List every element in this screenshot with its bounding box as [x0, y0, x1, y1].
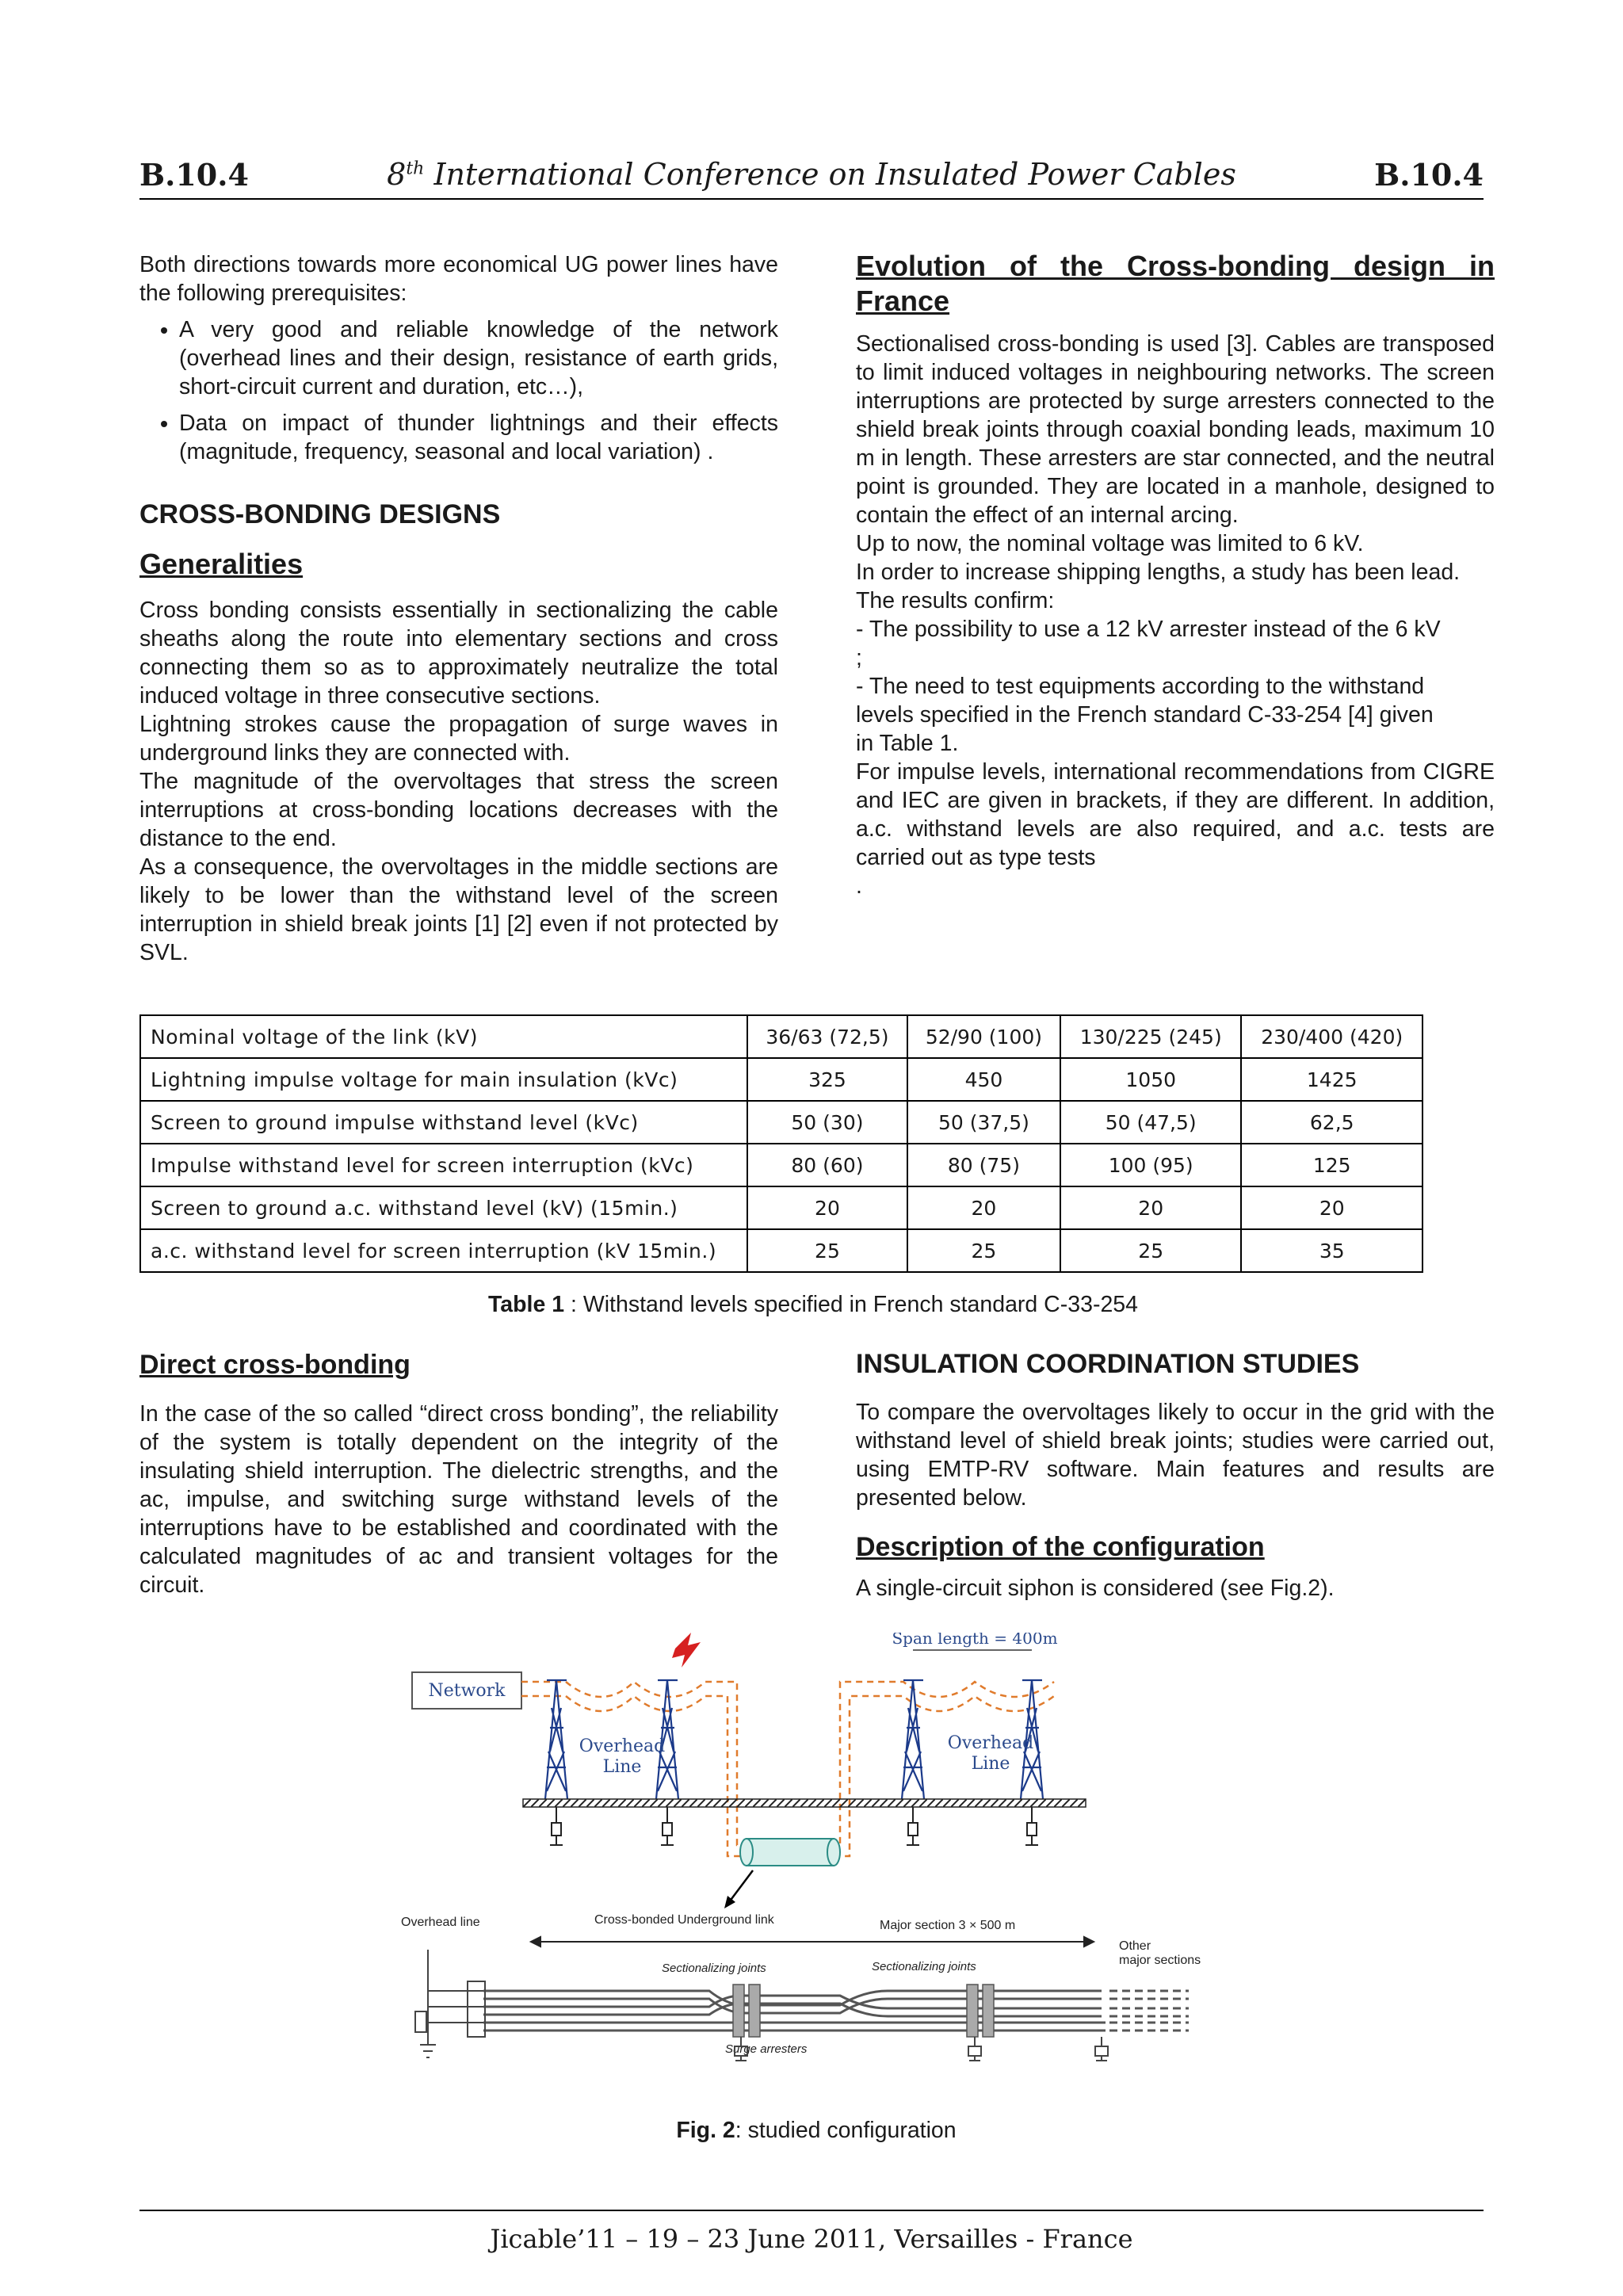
generalities-paragraph: As a consequence, the overvoltages in the middle sections are likely to be lower than the withstand level of the screen interruption in shield break joints [1] [2] even if not protected by SVL.	[139, 854, 778, 965]
evolution-line: - The possibility to use a 12 kV arrester instead of the 6 kV ;	[856, 617, 1441, 670]
network-label: Network	[428, 1681, 506, 1701]
subsection-heading-description: Description of the configuration	[856, 1532, 1265, 1562]
evolution-line: - The need to test equipments according to the withstand levels specified in the French standard C-33-254 [4] given in Table 1.	[856, 674, 1434, 756]
table-cell: 80 (75)	[907, 1144, 1060, 1186]
cable-bundle-continuation	[1109, 1991, 1189, 2030]
table-cell: 25	[747, 1229, 907, 1272]
left-terminal	[415, 1950, 485, 2057]
evolution-line: .	[856, 873, 862, 899]
table-row-label: Nominal voltage of the link (kV)	[140, 1015, 747, 1058]
table-cell: 80 (60)	[747, 1144, 907, 1186]
ground-surface	[523, 1799, 1086, 1807]
overhead-line-label-right: Overhead	[947, 1733, 1034, 1753]
cross-bonded-label: Cross-bonded Underground link	[594, 1913, 774, 1927]
major-section-label: Major section 3 × 500 m	[880, 1919, 1016, 1932]
major-section-arrow	[531, 1937, 1094, 1946]
table-row	[140, 1186, 1423, 1229]
direct-cross-bonding-paragraph: In the case of the so called “direct cross bonding”, the reliability of the system is totally dependent on the integrity of the insulating shield interruption. The dielectric strengths, and the ac, impulse, and switching surge withstand levels of the interruptions have to be established and coordinated with the calculated magnitudes of ac and transient voltages for the circuit.	[139, 1401, 778, 1598]
table-cell: 36/63 (72,5)	[747, 1015, 907, 1058]
table-row	[140, 1058, 1423, 1101]
table-cell: 1050	[1060, 1058, 1242, 1101]
conference-ordinal: 8	[387, 157, 407, 192]
left-column-upper	[139, 250, 778, 967]
table-cell: 20	[747, 1186, 907, 1229]
table-cell: 50 (37,5)	[907, 1101, 1060, 1144]
table-row-label: Screen to ground impulse withstand level (kVc)	[140, 1101, 747, 1144]
sectionalizing-joints	[733, 1985, 994, 2037]
list-item: • A very good and reliable knowledge of the network (overhead lines and their design, resistance of earth grids, short-circuit current and duration, etc…),	[179, 315, 778, 401]
section-heading-cross-bonding: CROSS-BONDING DESIGNS	[139, 499, 501, 529]
overhead-line-small-label: Overhead line	[401, 1916, 480, 1929]
table-cell: 125	[1241, 1144, 1423, 1186]
studied-configuration-figure	[396, 1633, 1236, 2092]
generalities-paragraph: Lightning strokes cause the propagation of surge waves in underground links they are connected with.	[139, 712, 778, 766]
table-cell: 130/225 (245)	[1060, 1015, 1242, 1058]
sectionalizing-label-2: Sectionalizing joints	[872, 1960, 976, 1973]
table-cell: 50 (30)	[747, 1101, 907, 1144]
table-cell: 20	[1241, 1186, 1423, 1229]
right-column-lower	[856, 1347, 1495, 1603]
table-caption-label: Table 1	[487, 1292, 565, 1317]
evolution-paragraph: Sectionalised cross-bonding is used [3]. Cables are transposed to limit induced voltages in neighbouring networks. The screen interruptions are protected by surge arresters connected to the shield break joints through coaxial bonding leads, maximum 10 m in length. These arresters are star connected, and the neutral point is grounded. They are located in a manhole, designed to contain the effect of an internal arcing.	[856, 331, 1495, 528]
table-cell: 50 (47,5)	[1060, 1101, 1242, 1144]
tower-icon	[545, 1680, 567, 1799]
subsection-heading-direct-cross-bonding: Direct cross-bonding	[139, 1350, 411, 1380]
right-column-upper	[856, 249, 1495, 900]
evolution-line: In order to increase shipping lengths, a study has been lead.	[856, 560, 1461, 585]
evolution-line: The results confirm:	[856, 588, 1055, 613]
running-header	[139, 152, 1484, 200]
table-row-label: Impulse withstand level for screen interruption (kVc)	[140, 1144, 747, 1186]
prerequisites-list	[139, 315, 778, 466]
insulation-paragraph: To compare the overvoltages likely to occur in the grid with the withstand level of shield break joints; studies were carried out, using EMTP-RV software. Main features and results are presented below.	[856, 1400, 1495, 1511]
generalities-paragraph: The magnitude of the overvoltages that stress the screen interruptions at cross-bonding locations decreases with the distance to the end.	[139, 769, 778, 851]
table-cell: 25	[1060, 1229, 1242, 1272]
table-cell: 230/400 (420)	[1241, 1015, 1423, 1058]
table-row	[140, 1229, 1423, 1272]
conference-title	[139, 157, 1484, 192]
evolution-line: For impulse levels, international recommendations from CIGRE and IEC are given in brackets, if they are different. In addition, a.c. withstand levels are also required, and a.c. tests are carried out as type tests	[856, 759, 1495, 870]
intro-paragraph: Both directions towards more economical UG power lines have the following prerequisites:	[139, 252, 778, 306]
table-cell: 20	[1060, 1186, 1242, 1229]
other-sections-label-2: major sections	[1119, 1954, 1201, 1967]
overhead-line-label-right-2: Line	[971, 1754, 1010, 1774]
table-cell: 62,5	[1241, 1101, 1423, 1144]
subsection-heading-generalities: Generalities	[139, 548, 304, 580]
paper-code-left: B.10.4	[139, 157, 249, 193]
left-column-lower	[139, 1347, 778, 1599]
table-cell: 1425	[1241, 1058, 1423, 1101]
surge-arresters-label: Surge arresters	[725, 2042, 808, 2056]
table-row	[140, 1144, 1423, 1186]
figure-caption-text: : studied configuration	[735, 2118, 957, 2143]
paper-code-right: B.10.4	[1374, 157, 1484, 193]
tower-icon	[902, 1680, 924, 1799]
overhead-line-label-left: Overhead	[579, 1736, 666, 1756]
table-cell: 35	[1241, 1229, 1423, 1272]
sectionalizing-label-1: Sectionalizing joints	[662, 1962, 766, 1975]
table-cell: 52/90 (100)	[907, 1015, 1060, 1058]
lightning-bolt-icon	[672, 1633, 701, 1668]
table-caption	[139, 1292, 1487, 1318]
underground-cable-icon	[724, 1839, 840, 1908]
overhead-conductor-bottom	[521, 1696, 1054, 1856]
conference-name: International Conference on Insulated Power Cables	[424, 157, 1236, 192]
other-sections-label: Other	[1119, 1939, 1151, 1953]
withstand-levels-table	[139, 1014, 1423, 1273]
figure-caption	[396, 2118, 1236, 2144]
table-cell: 20	[907, 1186, 1060, 1229]
span-length-label: Span length = 400m	[892, 1633, 1058, 1648]
conference-ordinal-suffix: th	[406, 159, 425, 179]
table-cell: 100 (95)	[1060, 1144, 1242, 1186]
evolution-line: Up to now, the nominal voltage was limited to 6 kV.	[856, 531, 1364, 556]
table-row-label: a.c. withstand level for screen interruption (kV 15min.)	[140, 1229, 747, 1272]
cable-bundle	[483, 1991, 1106, 2030]
table-row-label: Screen to ground a.c. withstand level (kV) (15min.)	[140, 1186, 747, 1229]
table-row	[140, 1101, 1423, 1144]
subsection-heading-evolution: Evolution of the Cross-bonding design in France	[856, 250, 1495, 317]
table-cell: 325	[747, 1058, 907, 1101]
section-heading-insulation: INSULATION COORDINATION STUDIES	[856, 1349, 1360, 1379]
running-footer: Jicable’11 – 19 – 23 June 2011, Versailles - France	[139, 2210, 1484, 2254]
table-caption-text: : Withstand levels specified in French standard C-33-254	[564, 1292, 1139, 1317]
table-row-label: Lightning impulse voltage for main insulation (kVc)	[140, 1058, 747, 1101]
table-row	[140, 1015, 1423, 1058]
table-cell: 25	[907, 1229, 1060, 1272]
figure-caption-label: Fig. 2	[676, 2118, 735, 2143]
list-item: • Data on impact of thunder lightnings and their effects (magnitude, frequency, seasonal and local variation) .	[179, 409, 778, 466]
table-cell: 450	[907, 1058, 1060, 1101]
description-paragraph: A single-circuit siphon is considered (see Fig.2).	[856, 1576, 1335, 1601]
overhead-line-label-left-2: Line	[602, 1757, 642, 1777]
generalities-paragraph: Cross bonding consists essentially in sectionalizing the cable sheaths along the route into elementary sections and cross connecting them so as to approximately neutralize the total induced voltage in three consecutive sections.	[139, 598, 778, 709]
